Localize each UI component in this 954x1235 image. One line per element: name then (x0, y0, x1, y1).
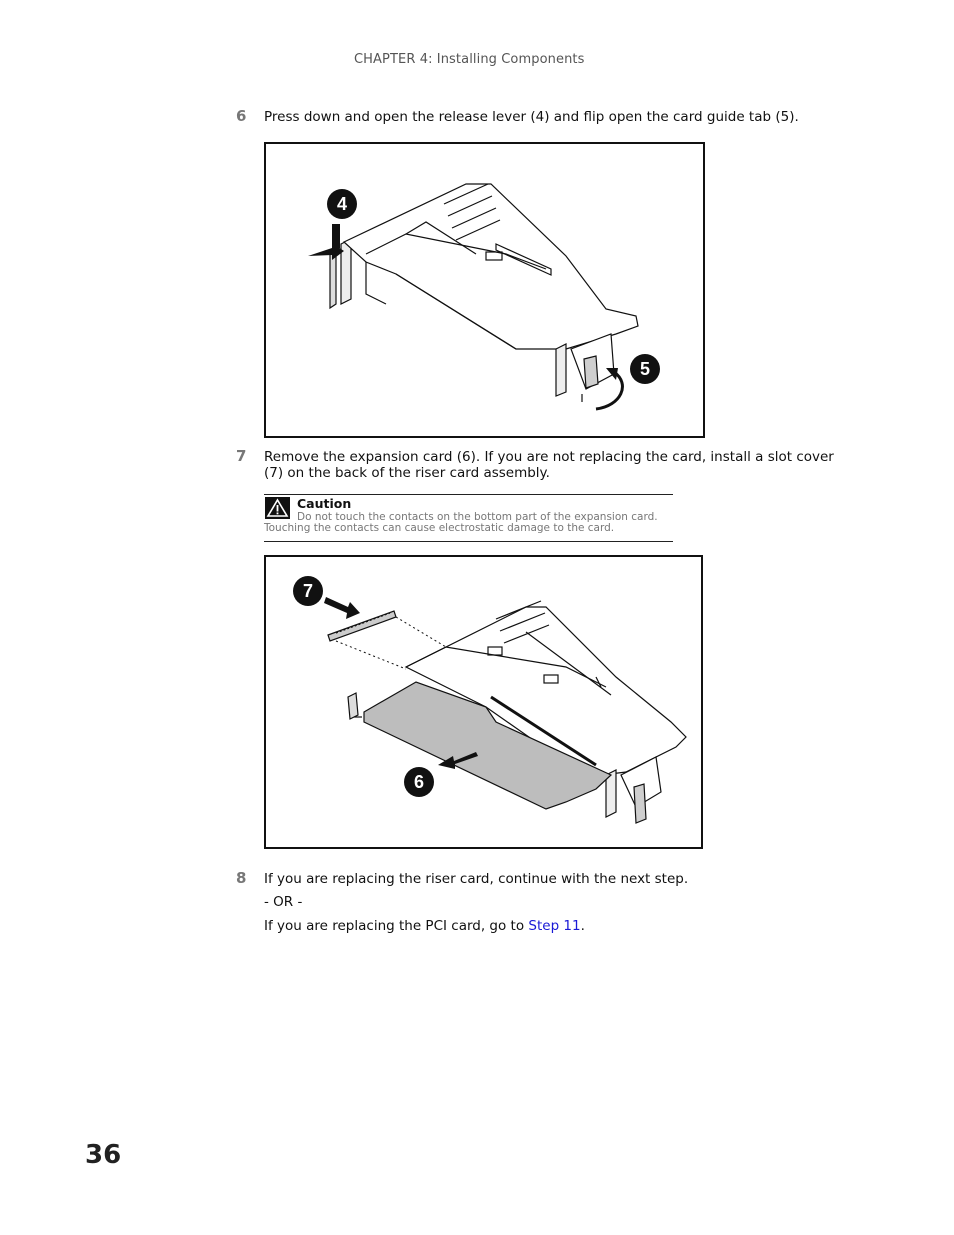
caution-note (264, 494, 673, 542)
alternate-instruction-prefix: If you are replacing the PCI card, go to (264, 918, 529, 934)
or-separator: - OR - (264, 894, 303, 910)
riser-assembly-illustration (266, 144, 703, 436)
caution-title: Caution (297, 496, 352, 511)
callout-4-icon (327, 189, 357, 219)
step-11-link[interactable]: Step 11 (528, 918, 581, 934)
callout-5-label: 5 (639, 359, 651, 379)
callout-7-icon (293, 576, 323, 606)
alternate-instruction (264, 918, 834, 934)
callout-5-icon (630, 354, 660, 384)
step-7-number: 7 (236, 447, 247, 465)
page-number: 36 (85, 1140, 122, 1170)
expansion-card-figure (264, 555, 703, 849)
step-6-text: Press down and open the release lever (4) and flip open the card guide tab (5). (264, 109, 799, 125)
alternate-instruction-suffix: . (580, 918, 585, 934)
step-8-text: If you are replacing the riser card, continue with the next step. (264, 871, 689, 887)
step-7-text: Remove the expansion card (6). If you are not replacing the card, install a slot cover (7) on the back of the riser card assembly. (264, 449, 834, 481)
callout-4-label: 4 (336, 194, 348, 214)
caution-body: Do not touch the contacts on the bottom part of the expansion card. Touching the contacts can cause electrostatic damage to the card. (264, 511, 658, 534)
callout-6-icon (404, 767, 434, 797)
step-8-number: 8 (236, 869, 247, 887)
step-6-number: 6 (236, 107, 247, 125)
callout-7-label: 7 (302, 581, 314, 601)
riser-release-figure (264, 142, 705, 438)
expansion-card-illustration (266, 557, 701, 847)
running-header: CHAPTER 4: Installing Components (354, 52, 585, 67)
callout-6-label: 6 (413, 772, 425, 792)
